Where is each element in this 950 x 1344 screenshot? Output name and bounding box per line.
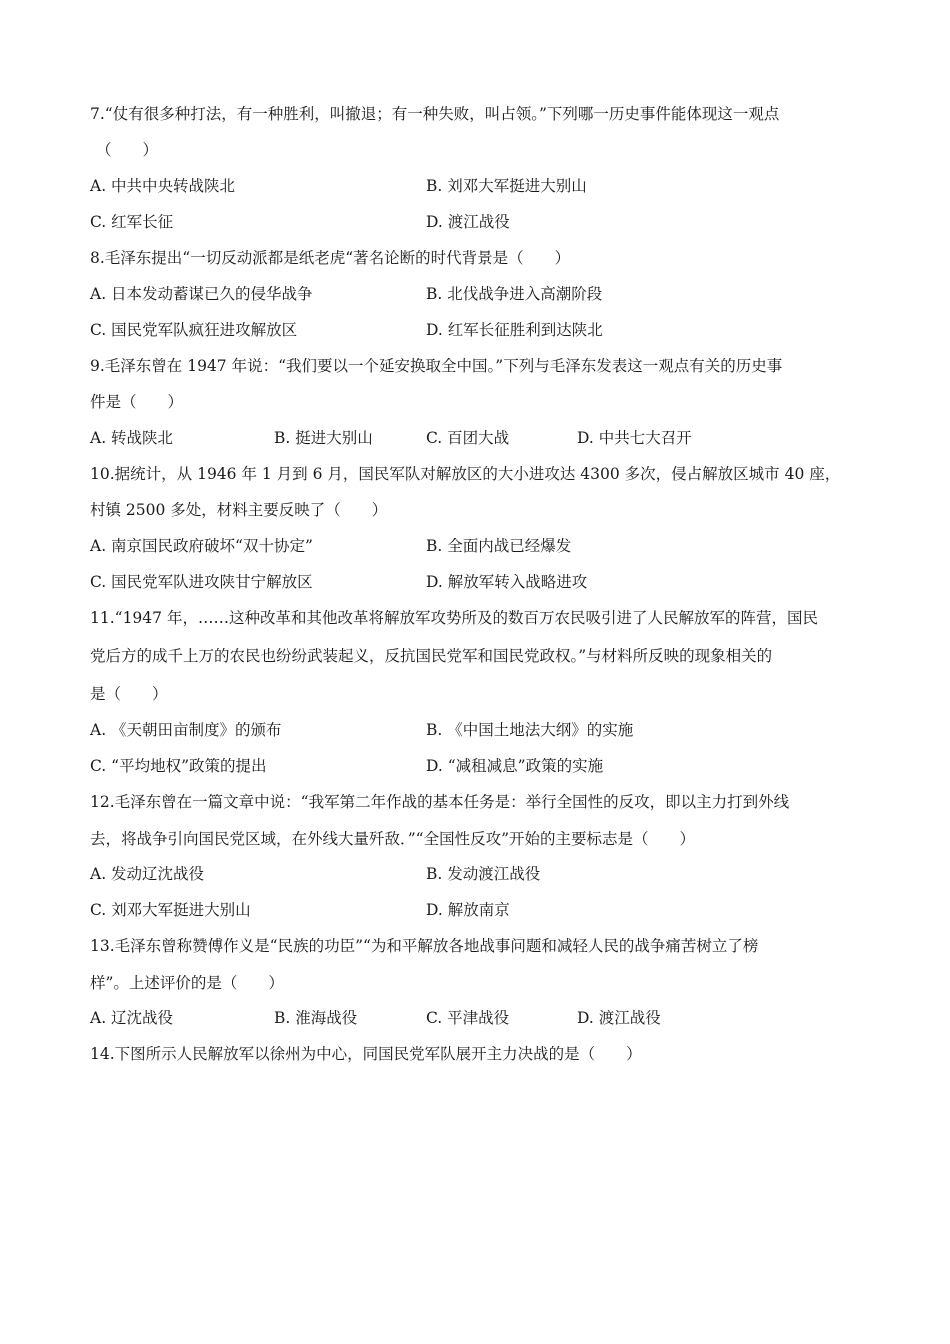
question-8-option-d: D. 红军长征胜利到达陕北 (426, 321, 603, 339)
question-11-option-a: A. 《天朝田亩制度》的颁布 (90, 721, 282, 739)
question-7-option-c: C. 红军长征 (90, 213, 174, 231)
question-12-option-d: D. 解放南京 (426, 901, 510, 919)
question-9-stem-line-2: 件是（ ） (90, 393, 184, 411)
question-13-option-a: A. 辽沈战役 (90, 1009, 174, 1027)
question-7-option-a: A. 中共中央转战陕北 (90, 177, 236, 195)
question-13-stem-line-2: 样”。上述评价的是（ ） (90, 974, 284, 992)
question-8-option-c: C. 国民党军队疯狂进攻解放区 (90, 321, 298, 339)
question-12-option-c: C. 刘邓大军挺进大别山 (90, 901, 251, 919)
question-14-stem-line-1: 14.下图所示人民解放军以徐州为中心，同国民党军队展开主力决战的是（ ） (90, 1045, 642, 1063)
question-10-option-a: A. 南京国民政府破坏“双十协定” (90, 537, 313, 555)
question-10-option-d: D. 解放军转入战略进攻 (426, 573, 588, 591)
question-12-stem-line-1: 12.毛泽东曾在一篇文章中说：“我军第二年作战的基本任务是：举行全国性的反攻，即以主力打到外线 (90, 793, 790, 811)
question-11-stem-line-1: 11.“1947 年，……这种改革和其他改革将解放军攻势所及的数百万农民吸引进了人民解放军的阵营，国民 (90, 609, 818, 627)
question-7-stem-line-1: 7.“仗有很多种打法，有一种胜利，叫撤退；有一种失败，叫占领。”下列哪一历史事件能体现这一观点 (90, 105, 780, 123)
question-10-stem-line-1: 10.据统计，从 1946 年 1 月到 6 月，国民军队对解放区的大小进攻达 4300 多次，侵占解放区城市 40 座， (90, 465, 841, 483)
question-12-option-b: B. 发动渡江战役 (426, 865, 541, 883)
question-8-option-a: A. 日本发动蓄谋已久的侵华战争 (90, 285, 313, 303)
question-9-option-b: B. 挺进大别山 (274, 429, 373, 447)
question-9-stem-line-1: 9.毛泽东曾在 1947 年说：“我们要以一个延安换取全中国。”下列与毛泽东发表这一观点有关的历史事 (90, 357, 783, 375)
question-10-option-c: C. 国民党军队进攻陕甘宁解放区 (90, 573, 313, 591)
question-10-option-b: B. 全面内战已经爆发 (426, 537, 572, 555)
question-13-option-d: D. 渡江战役 (577, 1009, 661, 1027)
question-7-option-d: D. 渡江战役 (426, 213, 510, 231)
question-12-stem-line-2: 去，将战争引向国民党区域，在外线大量歼敌．”“全国性反攻”开始的主要标志是（ ） (90, 830, 696, 848)
question-13-stem-line-1: 13.毛泽东曾称赞傅作义是“民族的功臣”“为和平解放各地战事问题和减轻人民的战争痛苦树立了榜 (90, 937, 759, 955)
question-7-option-b: B. 刘邓大军挺进大别山 (426, 177, 587, 195)
question-11-option-c: C. “平均地权”政策的提出 (90, 757, 267, 775)
question-8-option-b: B. 北伐战争进入高潮阶段 (426, 285, 603, 303)
question-11-option-d: D. “减租减息”政策的实施 (426, 757, 604, 775)
question-11-stem-line-3: 是（ ） (90, 685, 168, 703)
question-9-option-a: A. 转战陕北 (90, 429, 174, 447)
question-13-option-b: B. 淮海战役 (274, 1009, 358, 1027)
question-8-stem-line-1: 8.毛泽东提出“一切反动派都是纸老虎“著名论断的时代背景是（ ） (90, 249, 571, 267)
question-12-option-a: A. 发动辽沈战役 (90, 865, 205, 883)
question-9-option-d: D. 中共七大召开 (577, 429, 692, 447)
question-11-stem-line-2: 党后方的成千上万的农民也纷纷武装起义，反抗国民党军和国民党政权。”与材料所反映的现象相关的 (90, 647, 773, 665)
question-13-option-c: C. 平津战役 (426, 1009, 510, 1027)
question-11-option-b: B. 《中国土地法大纲》的实施 (426, 721, 634, 739)
question-9-option-c: C. 百团大战 (426, 429, 510, 447)
question-10-stem-line-2: 村镇 2500 多处，材料主要反映了（ ） (90, 501, 388, 519)
question-7-stem-line-2: （ ） (96, 141, 159, 159)
